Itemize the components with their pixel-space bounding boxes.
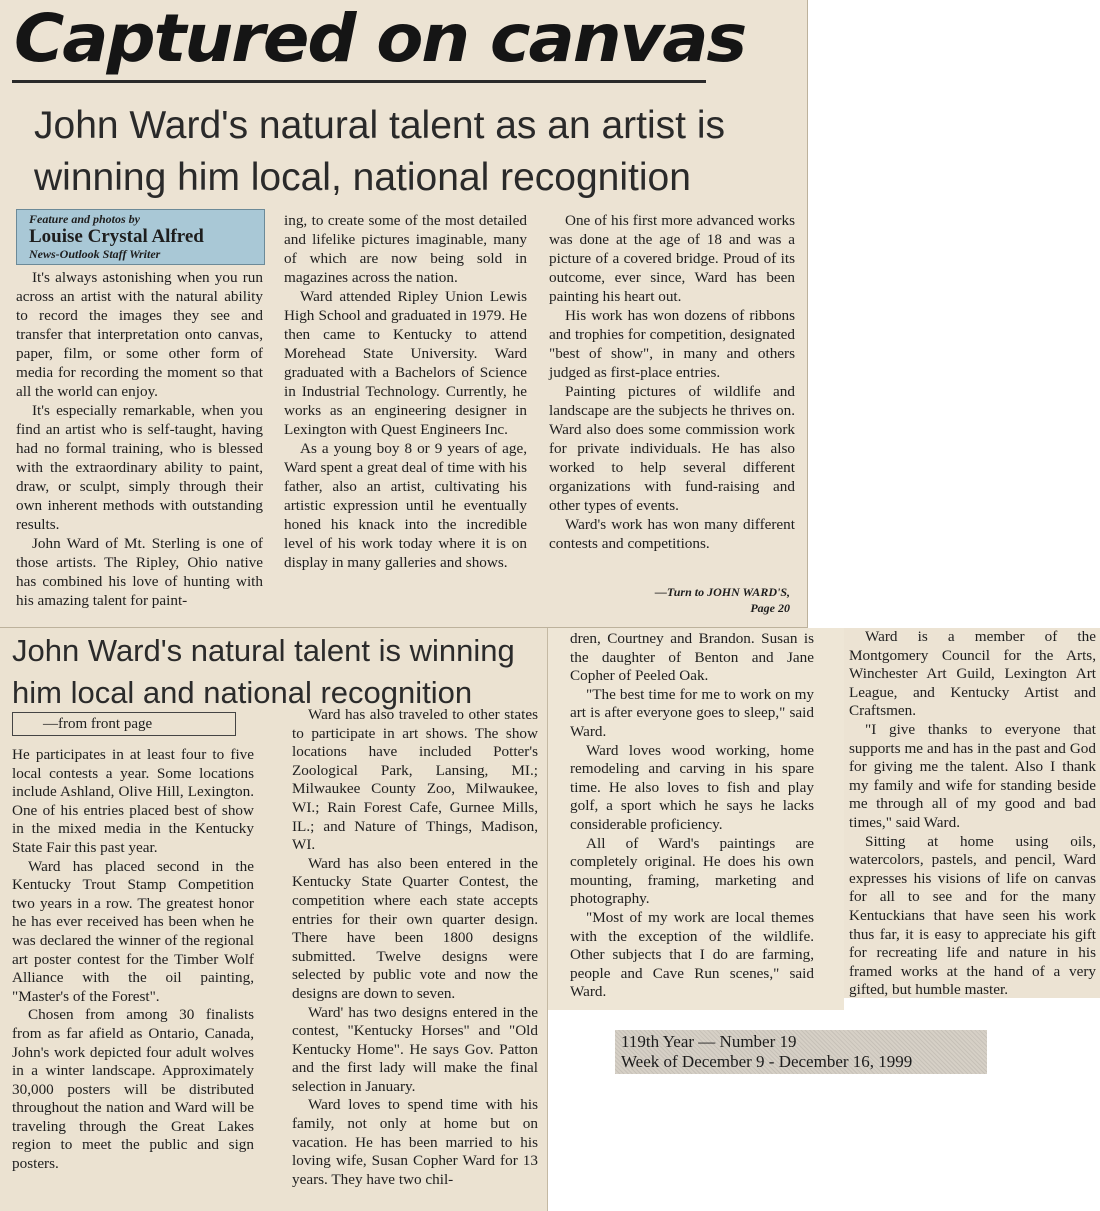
jump-page-number: Page 20: [750, 601, 790, 615]
paragraph: John Ward of Mt. Sterling is one of those artists. The Ripley, Ohio native has combined his love of hunting with his amazing talent for paint-: [16, 535, 263, 609]
jump-column-4: [849, 628, 1096, 1000]
paragraph: "Most of my work are local themes with the exception of the wildlife. Other subjects that I do are farming, people and Cave Run scenes," said Ward.: [570, 908, 814, 1001]
paragraph: "I give thanks to everyone that supports me and has in the past and God for giving me the talent. Also I thank my family and wife for standing beside me through all of my good and bad times," said Ward.: [849, 720, 1096, 831]
byline-kicker: Feature and photos by: [29, 212, 141, 226]
front-column-2: [284, 211, 527, 572]
jump-headline: John Ward's natural talent is winning him local and national recognition: [12, 633, 515, 710]
headline: Captured on canvas: [14, 0, 746, 77]
dateline: [621, 1032, 912, 1072]
dateline-issue: 119th Year — Number 19: [621, 1032, 797, 1051]
byline-box: [16, 209, 265, 265]
paragraph: Ward loves wood working, home remodeling and carving in his spare time. He also loves to fish and play golf, a sport which he says he lacks considerable proficiency.: [570, 741, 814, 833]
front-column-1: [16, 268, 263, 610]
paragraph: Ward has also been entered in the Kentucky State Quarter Contest, the competition where each state accepts entries for their own quarter design. There have been 1800 designs submitted. Twelve designs were selected by public vote and now the designs are down to seven.: [292, 854, 538, 1002]
paragraph: Ward's work has won many different contests and competitions.: [549, 516, 795, 552]
paragraph: Painting pictures of wildlife and landscape are the subjects he thrives on. Ward also does some commission work for private individuals. He has also worked to help several different organizations with fund-raising and other types of events.: [549, 383, 795, 514]
paragraph: Sitting at home using oils, watercolors, pastels, and pencil, Ward expresses his visions of life on canvas for all to see and for the many Kentuckians that have seen his work thus far, it is easy to appreciate his gift for recreating life and nature in his framed works at the hand of a very gifted, but humble master.: [849, 832, 1096, 999]
front-column-3: [549, 211, 795, 553]
headline-rule: [12, 80, 706, 83]
paragraph: It's always astonishing when you run across an artist with the natural ability to record the images they see and transfer that interpretation onto canvas, paper, film, or some other form of media for recording the moment so that all the world can enjoy.: [16, 269, 263, 400]
dateline-week: Week of December 9 - December 16, 1999: [621, 1052, 913, 1071]
paragraph: Ward attended Ripley Union Lewis High School and graduated in 1979. He then came to Kentucky to attend Morehead State University. Ward graduated with a Bachelors of Science in Industrial Technology. Currently, he works as an engineering designer in Lexington with Quest Engineers Inc.: [284, 288, 527, 438]
paragraph: Ward' has two designs entered in the contest, "Kentucky Horses" and "Old Kentucky Home". He says Gov. Patton and the first lady will make the final selection in January.: [292, 1003, 538, 1095]
jump-line-text: —Turn to JOHN WARD'S,: [654, 585, 790, 599]
deck: John Ward's natural talent as an artist is winning him local, national recognition: [34, 104, 725, 199]
paragraph: All of Ward's paintings are completely original. He does his own mounting, framing, marketing and photography.: [570, 834, 814, 908]
paragraph: His work has won dozens of ribbons and trophies for competition, designated "best of show", in many and others judged as first-place entries.: [549, 307, 795, 381]
paragraph: Ward has also traveled to other states to participate in art shows. The show locations have included Potter's Zoological Park, Lansing, MI.; Milwaukee County Zoo, Milwaukee, WI.; Rain Forest Cafe, Gurnee Mills, IL.; and Nature of Things, Madison, WI.: [292, 706, 538, 854]
jump-column-2: [292, 706, 538, 1189]
byline-name: Louise Crystal Alfred: [29, 226, 204, 247]
paragraph: dren, Courtney and Brandon. Susan is the daughter of Benton and Jane Copher of Peeled Oak.: [570, 630, 814, 685]
paragraph: Ward loves to spend time with his family, not only at home but on vacation. He has been married to his loving wife, Susan Copher Ward for 13 years. They have two chil-: [292, 1096, 538, 1188]
paragraph: Chosen from among 30 finalists from as far afield as Ontario, Canada, John's work depicted four adult wolves in a winter landscape. Approximately 30,000 posters will be distributed throughout the nation and Ward will be traveling through the Great Lakes region to meet the public and sign posters.: [12, 1006, 254, 1173]
from-front-page-label: —from front page: [12, 712, 236, 736]
paragraph: Ward has placed second in the Kentucky Trout Stamp Competition two years in a row. The greatest honor he has ever received has been when he was declared the winner of the regional art poster contest for the Timber Wolf Alliance with the oil painting, "Master's of the Forest".: [12, 857, 254, 1005]
paragraph: "The best time for me to work on my art is after everyone goes to sleep," said Ward.: [570, 685, 814, 740]
paragraph: It's especially remarkable, when you find an artist who is self-taught, having had no formal training, who is blessed with the extraordinary ability to paint, draw, or sculpt, simply through their own inherent methods with outstanding results.: [16, 402, 263, 533]
dateline-clipping: [615, 1030, 987, 1074]
jump-column-1: [12, 746, 254, 1174]
paragraph: As a young boy 8 or 9 years of age, Ward spent a great deal of time with his father, also an artist, cultivating his artistic expression until he eventually honed his knack into the incredible level of his work today where it is on display in many galleries and shows.: [284, 440, 527, 571]
paragraph: ing, to create some of the most detailed and lifelike pictures imaginable, many of which are now being sold in magazines across the nation.: [284, 212, 527, 286]
paragraph: He participates in at least four to five local contests a year. Some locations include Ashland, Olive Hill, Lexington. One of his entries placed best of show in the mixed media in the Kentucky State Fair this past year.: [12, 746, 254, 856]
paragraph: Ward is a member of the Montgomery Council for the Arts, Winchester Art Guild, Lexington Art League, and Kentucky Artist and Craftsmen.: [849, 628, 1096, 720]
front-page-clipping: [0, 0, 808, 628]
jump-line: [600, 584, 790, 616]
jump-column-3: [570, 630, 814, 1002]
paragraph: One of his first more advanced works was done at the age of 18 and was a picture of a covered bridge. Proud of its outcome, ever since, Ward has been painting his heart out.: [549, 212, 795, 305]
byline-title: News-Outlook Staff Writer: [29, 247, 161, 261]
